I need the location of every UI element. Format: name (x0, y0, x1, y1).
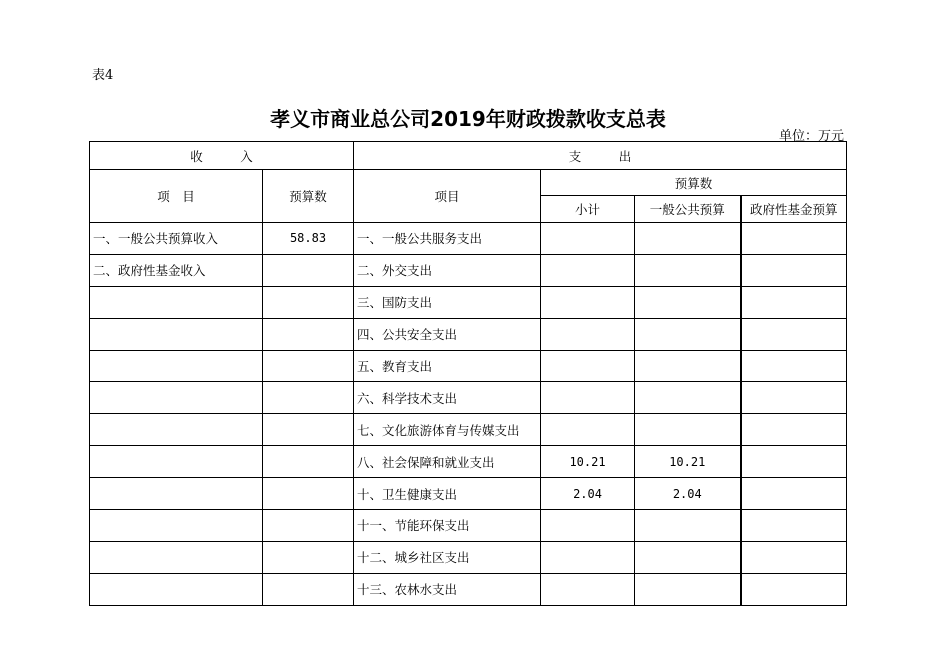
expense-item-cell: 三、国防支出 (354, 286, 541, 318)
income-value-cell: 58.83 (263, 223, 354, 255)
table-row (90, 350, 847, 382)
general-budget-cell (635, 541, 741, 573)
income-value-cell (263, 350, 354, 382)
gov-fund-budget-cell (741, 510, 847, 542)
table-row (90, 223, 847, 255)
income-value-cell (263, 414, 354, 446)
general-budget-cell (635, 573, 741, 605)
income-value-cell (263, 573, 354, 605)
expense-item-cell: 四、公共安全支出 (354, 318, 541, 350)
expense-item-cell: 五、教育支出 (354, 350, 541, 382)
table-row (90, 254, 847, 286)
expense-item-cell: 一、一般公共服务支出 (354, 223, 541, 255)
income-item-cell (90, 446, 263, 478)
expense-item-cell: 二、外交支出 (354, 254, 541, 286)
gov-fund-budget-cell (741, 350, 847, 382)
table-row (90, 573, 847, 605)
expense-item-cell: 十、卫生健康支出 (354, 478, 541, 510)
general-budget-cell (635, 350, 741, 382)
gov-fund-budget-cell (741, 318, 847, 350)
income-item-cell: 二、政府性基金收入 (90, 254, 263, 286)
header-row-section (90, 142, 847, 170)
income-item-header: 项 目 (90, 170, 263, 223)
income-value-cell (263, 478, 354, 510)
general-budget-cell: 2.04 (635, 478, 741, 510)
table-row (90, 382, 847, 414)
income-value-cell (263, 382, 354, 414)
budget-summary-table (89, 141, 847, 606)
expense-section-header: 支 出 (354, 142, 847, 170)
general-budget-cell (635, 318, 741, 350)
income-item-cell (90, 382, 263, 414)
income-item-cell (90, 318, 263, 350)
gov-fund-budget-cell (741, 573, 847, 605)
subtotal-cell (541, 350, 635, 382)
income-item-cell (90, 478, 263, 510)
header-row-columns (90, 170, 847, 196)
income-item-cell (90, 541, 263, 573)
gov-fund-budget-cell (741, 446, 847, 478)
general-budget-cell (635, 382, 741, 414)
expense-budget-header: 预算数 (541, 170, 847, 196)
gov-fund-budget-cell (741, 382, 847, 414)
gov-fund-budget-cell (741, 254, 847, 286)
general-budget-cell (635, 223, 741, 255)
income-value-cell (263, 541, 354, 573)
income-item-cell (90, 510, 263, 542)
expense-item-cell: 十三、农林水支出 (354, 573, 541, 605)
general-budget-header: 一般公共预算 (635, 196, 741, 223)
expense-item-cell: 七、文化旅游体育与传媒支出 (354, 414, 541, 446)
general-budget-cell (635, 510, 741, 542)
income-item-cell: 一、一般公共预算收入 (90, 223, 263, 255)
general-budget-cell: 10.21 (635, 446, 741, 478)
subtotal-cell (541, 286, 635, 318)
table-row (90, 318, 847, 350)
gov-fund-budget-cell (741, 541, 847, 573)
income-item-cell (90, 286, 263, 318)
income-item-cell (90, 573, 263, 605)
subtotal-cell (541, 318, 635, 350)
gov-fund-budget-cell (741, 478, 847, 510)
general-budget-cell (635, 254, 741, 286)
income-value-cell (263, 446, 354, 478)
table-row (90, 446, 847, 478)
table-row (90, 510, 847, 542)
table-row (90, 286, 847, 318)
income-item-cell (90, 414, 263, 446)
gov-fund-budget-cell (741, 223, 847, 255)
table-row (90, 414, 847, 446)
subtotal-cell (541, 510, 635, 542)
table-row (90, 478, 847, 510)
page-title: 孝义市商业总公司2019年财政拨款收支总表 (270, 107, 666, 131)
gov-fund-budget-cell (741, 286, 847, 318)
subtotal-cell: 10.21 (541, 446, 635, 478)
table-number-label: 表4 (92, 68, 114, 83)
table-row (90, 541, 847, 573)
expense-item-cell: 八、社会保障和就业支出 (354, 446, 541, 478)
subtotal-cell (541, 254, 635, 286)
subtotal-cell (541, 382, 635, 414)
unit-label: 单位：万元 (778, 129, 844, 144)
subtotal-cell (541, 223, 635, 255)
income-value-cell (263, 510, 354, 542)
gov-fund-budget-cell (741, 414, 847, 446)
general-budget-cell (635, 286, 741, 318)
income-item-cell (90, 350, 263, 382)
expense-item-cell: 十二、城乡社区支出 (354, 541, 541, 573)
subtotal-cell (541, 414, 635, 446)
general-budget-cell (635, 414, 741, 446)
subtotal-cell: 2.04 (541, 478, 635, 510)
expense-item-header: 项目 (354, 170, 541, 223)
income-value-cell (263, 254, 354, 286)
income-value-cell (263, 318, 354, 350)
subtotal-header: 小计 (541, 196, 635, 223)
income-section-header: 收 入 (90, 142, 354, 170)
subtotal-cell (541, 573, 635, 605)
expense-item-cell: 六、科学技术支出 (354, 382, 541, 414)
expense-item-cell: 十一、节能环保支出 (354, 510, 541, 542)
income-value-cell (263, 286, 354, 318)
subtotal-cell (541, 541, 635, 573)
income-budget-header: 预算数 (263, 170, 354, 223)
gov-fund-budget-header: 政府性基金预算 (741, 196, 847, 223)
